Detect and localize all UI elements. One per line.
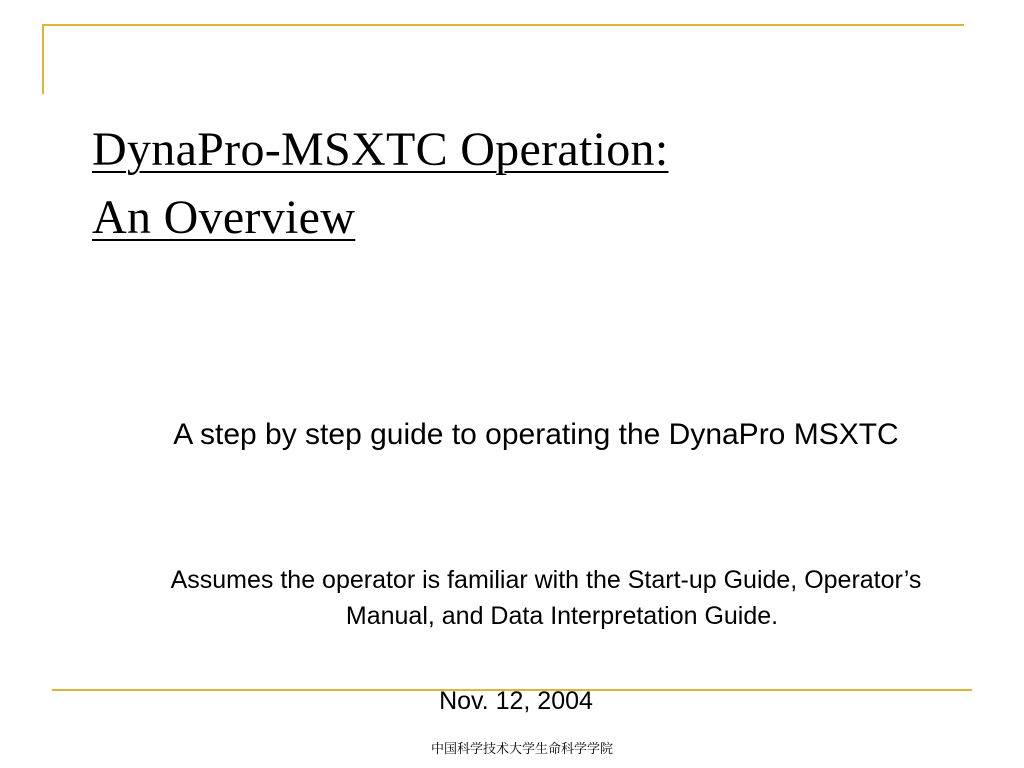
- prerequisite-note: Assumes the operator is familiar with the Start-up Guide, Operator’s Manual, and Data Interpretation Guide.: [170, 566, 922, 630]
- slide-title: [92, 116, 952, 252]
- left-accent-line: [42, 24, 44, 94]
- slide-title-line-2: An Overview: [92, 191, 356, 244]
- footer-institution: 中国科学技术大学生命科学学院: [430, 742, 613, 757]
- slide-title-line-1: DynaPro-MSXTC Operation:: [92, 123, 669, 176]
- slide-subtitle: A step by step guide to operating the DynaPro MSXTC: [173, 418, 899, 451]
- presentation-date: Nov. 12, 2004: [439, 687, 593, 715]
- top-accent-line: [42, 24, 964, 26]
